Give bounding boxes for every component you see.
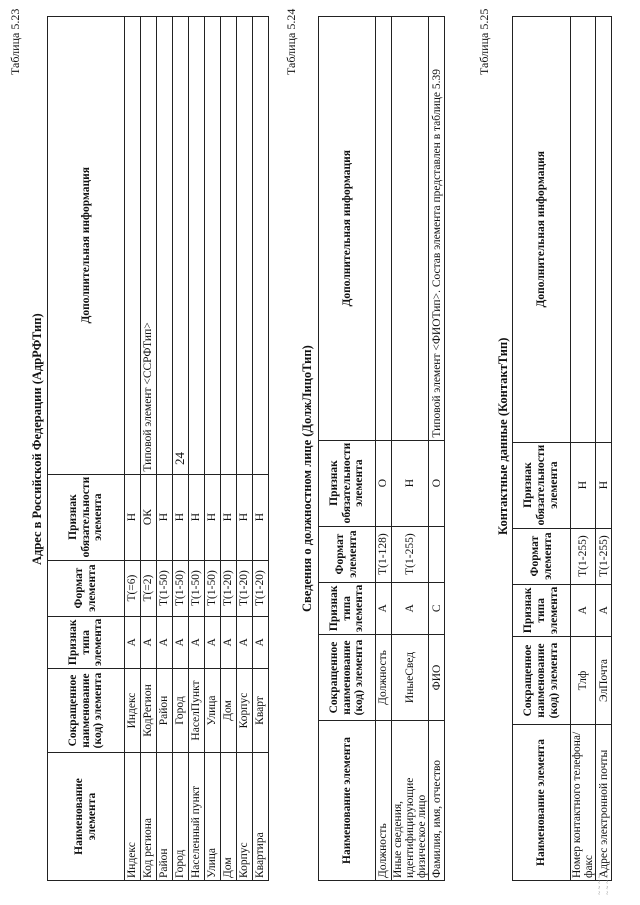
table-row [205, 17, 221, 881]
table-cell: А [376, 582, 392, 634]
table-row [221, 17, 237, 881]
table-cell: T(=6) [125, 560, 141, 616]
table-row [173, 17, 189, 881]
column-header: Признак типа элемента [48, 616, 125, 668]
table-cell: С [429, 582, 445, 634]
table-cell: Город [173, 669, 189, 753]
table-cell: Тлф [571, 637, 596, 725]
table-cell: Район [157, 669, 173, 753]
column-header: Дополнительная информация [48, 17, 125, 475]
table-cell: Адрес электронной почты [596, 725, 612, 881]
column-header: Признак обязательности элемента [513, 442, 571, 528]
table-header-row [513, 17, 571, 881]
table-cell: Н [205, 474, 221, 560]
table-cell [221, 17, 237, 475]
table-cell: T(1-255) [392, 526, 429, 582]
column-header: Наименование элемента [48, 753, 125, 881]
column-header: Формат элемента [319, 526, 376, 582]
table-cell: Н [125, 474, 141, 560]
table-cell: НаселПункт [189, 669, 205, 753]
column-header: Наименование элемента [513, 725, 571, 881]
table-cell: Н [596, 442, 612, 528]
table-cell: T(1-50) [205, 560, 221, 616]
table-cell: Город [173, 753, 189, 881]
table-row [157, 17, 173, 881]
table-cell: Н [173, 474, 189, 560]
table-cell: Район [157, 753, 173, 881]
table-cell: Улица [205, 753, 221, 881]
table-cell [253, 17, 269, 475]
page-number: 24 [172, 452, 187, 465]
table-cell [376, 17, 392, 441]
data-table [47, 16, 269, 881]
table-row [237, 17, 253, 881]
table-row [429, 17, 445, 881]
table-cell: T(1-255) [571, 528, 596, 584]
table-cell: T(=2) [141, 560, 157, 616]
table-cell: Индекс [125, 753, 141, 881]
table-row [392, 17, 429, 881]
table-cell [429, 526, 445, 582]
table-cell: Н [189, 474, 205, 560]
table-cell: А [141, 616, 157, 668]
column-header: Формат элемента [513, 528, 571, 584]
table-title: Адрес в Российской Федерации (АдрРФТип) [30, 313, 44, 565]
table-cell: Номер контактного телефона/факс [571, 725, 596, 881]
table-row [125, 17, 141, 881]
table-cell: ФИО [429, 635, 445, 721]
table-cell: T(1-50) [157, 560, 173, 616]
table-cell: А [205, 616, 221, 668]
table-cell: А [392, 582, 429, 634]
stamp-mark-icon: ~ ~ ~ ~ [596, 874, 604, 895]
table-cell: О [429, 440, 445, 526]
table-cell: Типовой элемент <ССРФТип> [141, 17, 157, 475]
table-cell: Улица [205, 669, 221, 753]
table-cell [596, 17, 612, 443]
table-cell: Дом [221, 669, 237, 753]
table-cell [237, 17, 253, 475]
table-cell: ИныеСвед [392, 635, 429, 721]
table-caption: Таблица 5.24 [284, 8, 298, 75]
table-cell: Н [392, 440, 429, 526]
data-table [318, 16, 445, 881]
column-header: Дополнительная информация [513, 17, 571, 443]
table-cell: T(1-50) [189, 560, 205, 616]
table-cell: Н [571, 442, 596, 528]
table-cell: ОК [141, 474, 157, 560]
table-cell: Населенный пункт [189, 753, 205, 881]
table-cell: А [189, 616, 205, 668]
table-row [253, 17, 269, 881]
table-title: Сведения о должностном лице (ДолжЛицоТип) [300, 345, 314, 612]
table-row [141, 17, 157, 881]
data-table [512, 16, 612, 881]
table-cell: T(1-20) [221, 560, 237, 616]
table-cell: А [125, 616, 141, 668]
table-cell: А [253, 616, 269, 668]
table-row [376, 17, 392, 881]
table-cell: Дом [221, 753, 237, 881]
table-cell: А [157, 616, 173, 668]
table-cell: А [571, 584, 596, 636]
table-cell: Индекс [125, 669, 141, 753]
table-cell [173, 17, 189, 475]
table-cell: Н [237, 474, 253, 560]
table-cell [392, 17, 429, 441]
table-cell [205, 17, 221, 475]
table-cell [571, 17, 596, 443]
table-row [189, 17, 205, 881]
table-cell: Фамилия, имя, отчество [429, 721, 445, 881]
table-cell: А [596, 584, 612, 636]
table-cell: T(1-50) [173, 560, 189, 616]
table-row [571, 17, 596, 881]
table-cell: ЭлПочта [596, 637, 612, 725]
table-cell: T(1-128) [376, 526, 392, 582]
table-cell: Должность [376, 635, 392, 721]
table-cell: КодРегион [141, 669, 157, 753]
column-header: Признак типа элемента [513, 584, 571, 636]
table-cell: T(1-255) [596, 528, 612, 584]
table-row [596, 17, 612, 881]
table-cell: Иные сведения, идентифицирующие физическое лицо [392, 721, 429, 881]
table-cell [189, 17, 205, 475]
table-cell: О [376, 440, 392, 526]
table-header-row [319, 17, 376, 881]
column-header: Признак типа элемента [319, 582, 376, 634]
table-cell: T(1-20) [237, 560, 253, 616]
table-caption: Таблица 5.23 [8, 8, 22, 75]
table-header-row [48, 17, 125, 881]
table-cell: Квартира [253, 753, 269, 881]
table-cell: А [221, 616, 237, 668]
table-cell: Н [253, 474, 269, 560]
table-cell: Корпус [237, 753, 253, 881]
table-cell: Код региона [141, 753, 157, 881]
column-header: Сокращенное наименование (код) элемента [319, 635, 376, 721]
table-cell [157, 17, 173, 475]
table-cell [125, 17, 141, 475]
table-cell: А [237, 616, 253, 668]
table-caption: Таблица 5.25 [477, 8, 491, 75]
column-header: Сокращенное наименование (код) элемента [513, 637, 571, 725]
table-cell: T(1-20) [253, 560, 269, 616]
column-header: Дополнительная информация [319, 17, 376, 441]
table-cell: Корпус [237, 669, 253, 753]
column-header: Признак обязательности элемента [48, 474, 125, 560]
column-header: Признак обязательности элемента [319, 440, 376, 526]
column-header: Наименование элемента [319, 721, 376, 881]
table-cell: Н [221, 474, 237, 560]
table-cell: А [173, 616, 189, 668]
scan-stamp [596, 864, 613, 895]
column-header: Формат элемента [48, 560, 125, 616]
table-cell: Кварт [253, 669, 269, 753]
column-header: Сокращенное наименование (код) элемента [48, 669, 125, 753]
stamp-mark-icon: ~ ~ ~ ~ ~ ~ [604, 863, 613, 895]
table-cell: Н [157, 474, 173, 560]
table-cell: Должность [376, 721, 392, 881]
table-cell: Типовой элемент <ФИОТип>. Состав элемента представлен в таблице 5.39 [429, 17, 445, 441]
table-title: Контактные данные (КонтактТип) [496, 337, 510, 535]
